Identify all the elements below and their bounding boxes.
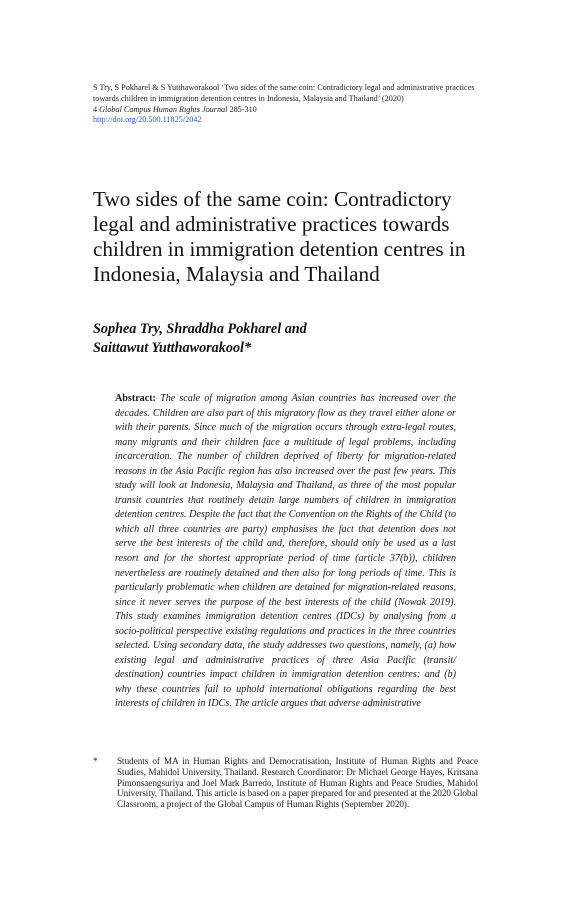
footnote-text: Students of MA in Human Rights and Democratisation, Institute of Human Rights and Peace Studies, Mahidol University, Thailand. Research Coordinator: Dr Michael George Hayes, Kritsana Pimonsaengsuriya and Joel Mark Barredo, Institute of Human Rights and Peace Studies, Mahidol University, Thailand. This article is based on a paper prepared for and presented at the 2020 Global Classroom, a project of the Global Campus of Human Rights (September 2020). (117, 756, 478, 810)
footnote (93, 756, 478, 810)
citation-text: S Try, S Pokharel & S Yutthaworakool ‘Two sides of the same coin: Contradictory legal and administrative practices towards children in immigration detention centres in Indonesia, Malaysia and Thailand’ (2020) (93, 83, 475, 103)
author-list (93, 320, 473, 358)
abstract (115, 392, 456, 712)
authors-line-2: Saittawut Yutthaworakool* (93, 340, 252, 356)
abstract-text: The scale of migration among Asian countries has increased over the decades. Children are also part of this migratory flow as they travel either alone or with their parents. Since much of the migration occurs through extra-legal routes, many migrants and their children face a multitude of legal problems, including incarceration. The number of children deprived of liberty for migration-related reasons in the Asia Pacific region has also increased over the past few years. This study will look at Indonesia, Malaysia and Thailand, as three of the most popular transit countries that routinely detain large numbers of children in immigration detention centres. Despite the fact that the Convention on the Rights of the Child (to which all three countries are party) emphasises the fact that detention does not serve the best interests of the child and, therefore, should only be used as a last resort and for the shortest appropriate period of time (article 37(b)), children nevertheless are routinely detained and then also for long periods of time. This is particularly problematic when children are detained for migration-related reasons, since it never serves the purpose of the best interests of the child (Nowak 2019). This study examines immigration detention centres (IDCs) by analysing from a socio-political perspective existing regulations and practices in the three countries selected. Using secondary data, the study addresses two questions, namely, (a) how existing legal and administrative practices of three Asia Pacific (transit/ destination) countries impact children in immigration detention centres; and (b) why these countries fail to uphold international obligations regarding the best interests of children in IDCs. The article argues that adverse administrative (115, 393, 456, 710)
article-title: Two sides of the same coin: Contradictory legal and administrative practices towards children in immigration detention centres in Indonesia, Malaysia and Thailand (93, 187, 466, 286)
citation-journal: Global Campus Human Rights Journal (99, 104, 228, 114)
authors-line-1: Sophea Try, Shraddha Pokharel and (93, 321, 307, 337)
citation-pages: 285-310 (229, 104, 257, 114)
abstract-label: Abstract: (115, 393, 156, 404)
citation-block (93, 83, 493, 126)
footnote-mark: * (93, 756, 98, 766)
doi-link[interactable]: http://doi.org/20.500.11825/2042 (93, 115, 202, 125)
citation-volume: 4 (93, 104, 98, 114)
